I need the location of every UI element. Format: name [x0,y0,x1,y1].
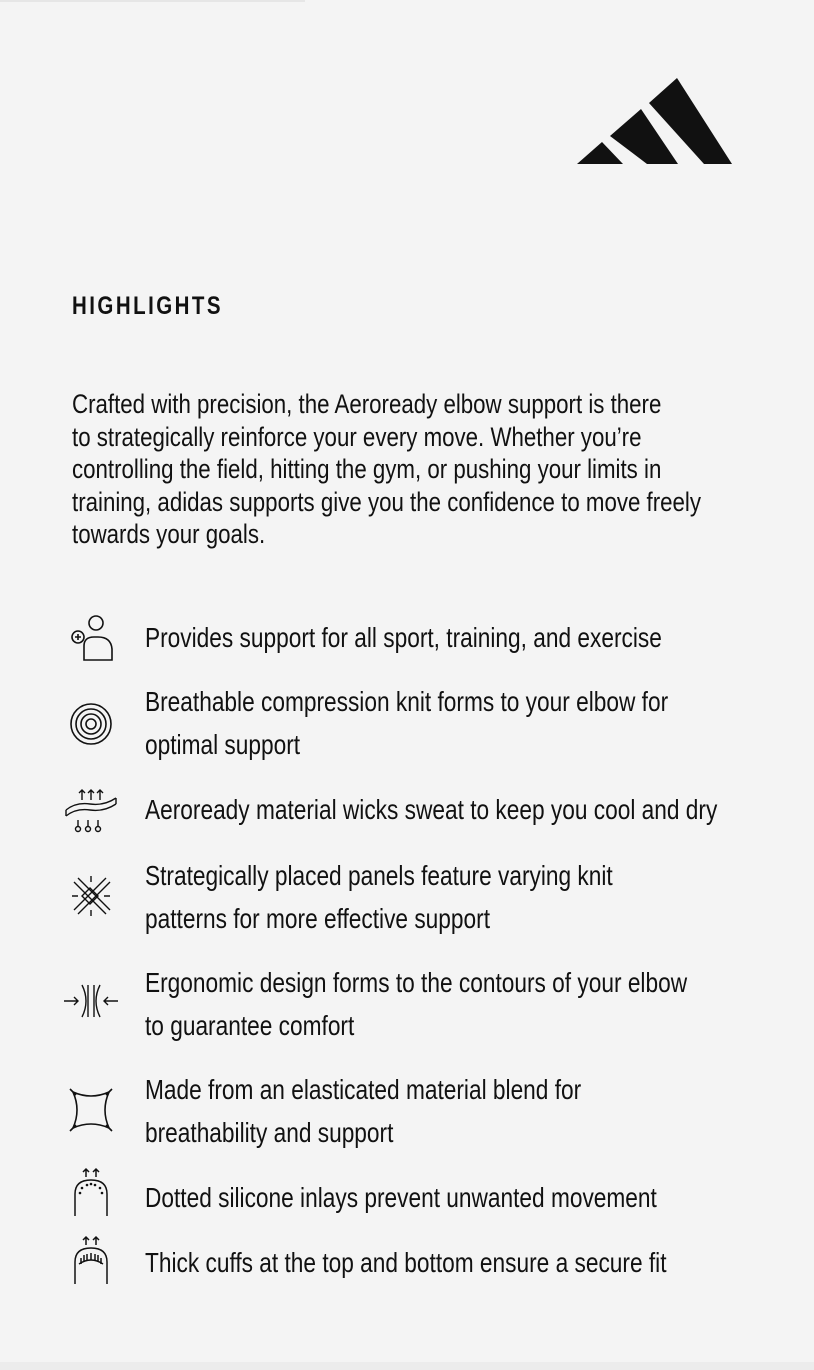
stretch-material-icon [62,1082,120,1138]
intro-line: towards your goals. [72,519,266,549]
feature-text: Aeroready material wicks sweat to keep you cool and dry [145,794,718,825]
adidas-performance-logo-icon [576,66,734,166]
top-divider [0,0,305,2]
bottom-divider [0,1362,814,1370]
feature-text: Thick cuffs at the top and bottom ensure a secure fit [145,1247,667,1278]
ergonomic-contour-icon [62,973,120,1029]
feature-text: Dotted silicone inlays prevent unwanted movement [145,1182,657,1213]
intro-line: to strategically reinforce your every move. Whether you’re [72,421,642,452]
person-plus-icon [62,610,120,666]
knit-pattern-icon [62,868,120,924]
feature-text: Ergonomic design forms to the contours of your elbow to guarantee comfort [145,967,688,1041]
thick-cuff-icon [62,1234,120,1290]
dotted-silicone-icon [62,1166,120,1222]
sweat-wicking-icon [62,784,120,840]
page-title: HIGHLIGHTS [72,292,224,320]
intro-line: controlling the field, hitting the gym, or pushing your limits in [72,454,662,484]
intro-line: Crafted with precision, the Aeroready elbow support is there [72,389,662,419]
concentric-circles-icon [62,696,120,752]
feature-text: Provides support for all sport, training, and exercise [145,622,662,653]
intro-paragraph [72,388,732,551]
feature-text: Breathable compression knit forms to your elbow for optimal support [145,686,669,760]
feature-text: Strategically placed panels feature varying knit patterns for more effective support [145,860,613,934]
intro-line: training, adidas supports give you the confidence to move freely [72,486,702,517]
feature-text: Made from an elasticated material blend for breathability and support [145,1074,582,1148]
